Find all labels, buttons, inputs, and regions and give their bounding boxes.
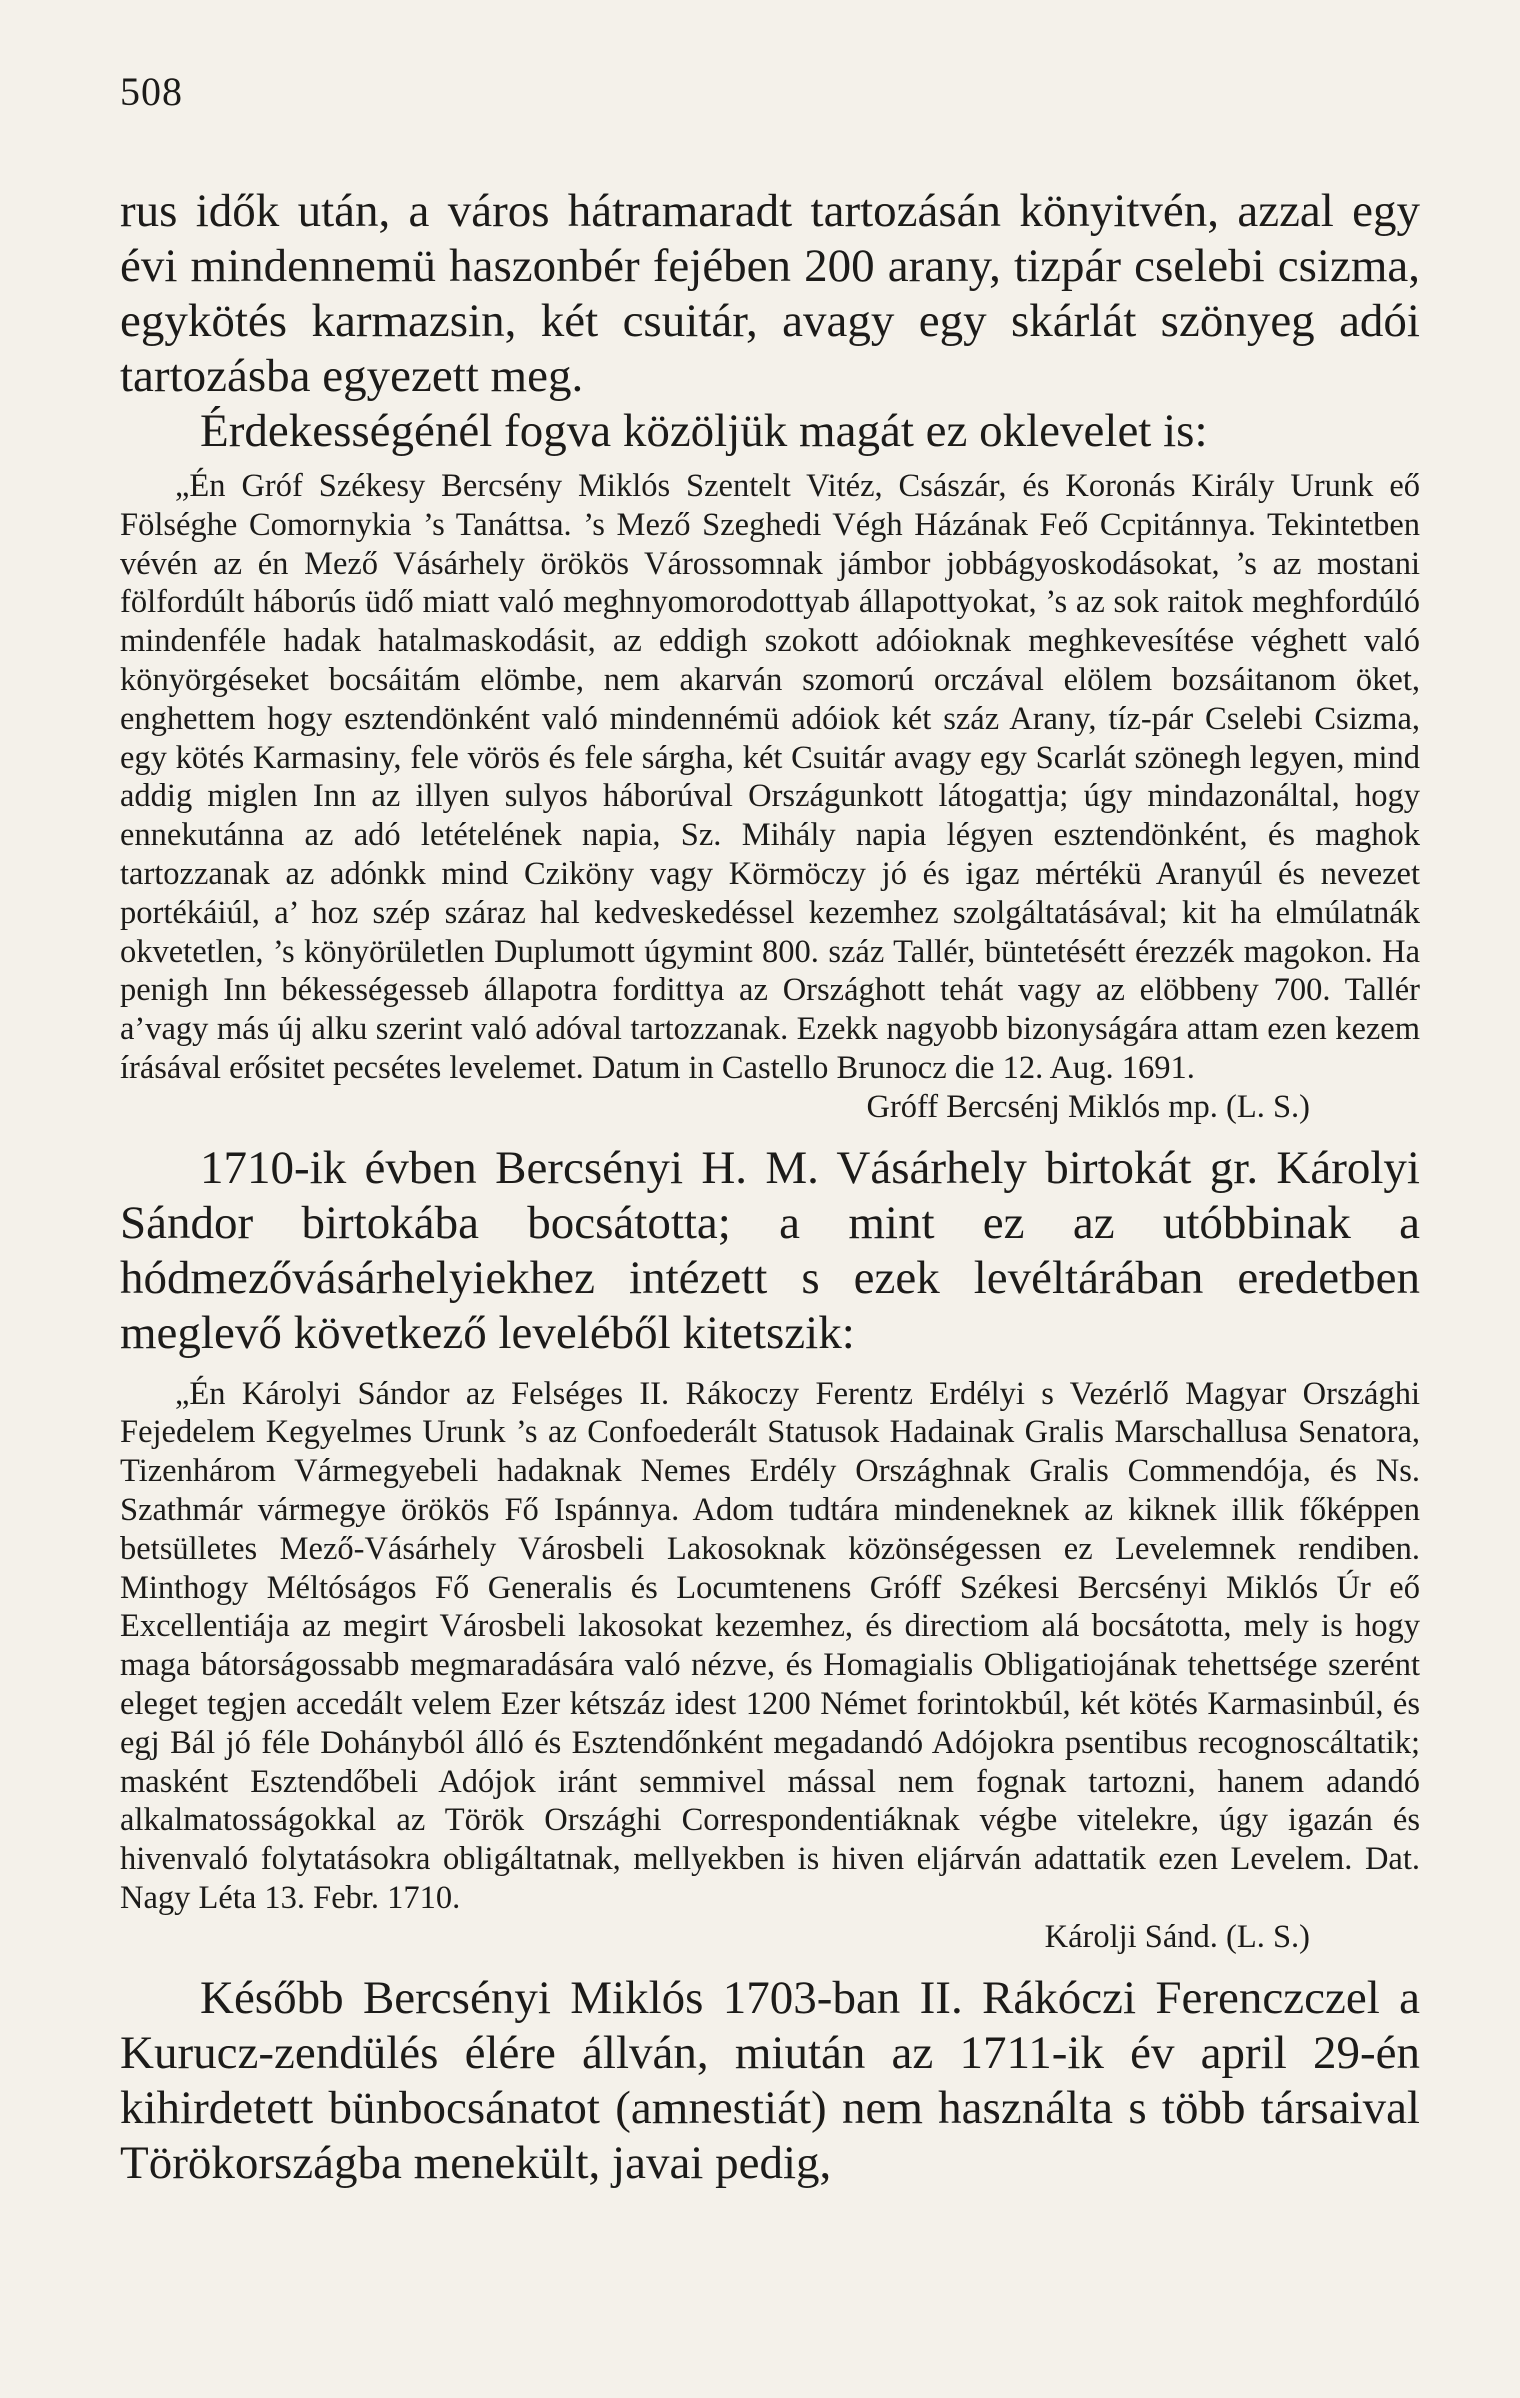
signature-karolyi: Károlji Sánd. (L. S.)	[1044, 1918, 1310, 1955]
paragraph-later-events: Később Bercsényi Miklós 1703-ban II. Rákóczi Ferenczczel a Kurucz-zendülés élére állván, miután az 1711-ik év april 29-én kihirdetett bünbocsánatot (amnestiát) nem használta s több társaival Törökországba menekült, javai pedig,	[120, 1971, 1420, 2189]
quote-karolyi-letter: „Én Károlyi Sándor az Felséges II. Rákoczy Ferentz Erdélyi s Vezérlő Magyar Országhi Fejedelem Kegyelmes Urunk ’s az Confoederált Statusok Hadainak Gralis Marschallusa Senatora, Tizenhárom Vármegyebeli hadaknak Nemes Erdély Országhnak Gralis Commendója, és Ns. Szathmár vármegye örökös Fő Ispánnya. Adom tudtára mindeneknek az kiknek illik főképpen betsülletes Mező-Vásárhely Városbeli Lakosoknak közönségessen ez Levelemnek rendiben. Minthogy Méltóságos Fő Generalis és Locumtenens Gróff Székesi Bercsényi Miklós Úr eő Excellentiája az megirt Városbeli lakosokat kezemhez, és directiom alá bocsátotta, mely is hogy maga bátorságossabb megmaradására való nézve, és Homagialis Obligatiojának tehettsége szerént eleget tegjen accedált velem Ezer kétszáz idest 1200 Német forintokbúl, két kötés Karmasinbúl, és egj Bál jó féle Dohányból álló és Esztendőnként megadandó Adójokra psentibus recognoscáltatik; masként Esztendőbeli Adójok iránt semmivel mással nem fognak tartozni, hanem adandó alkalmatosságokkal az Török Országhi Correspondentiáknak végbe vitelekre, úgy igazán és hivenvaló folytatásokra obligáltatnak, mellyekben is hiven eljárván adattatik ezen Levelem. Dat. Nagy Léta 13. Febr. 1710.	[120, 1375, 1420, 1916]
book-page	[120, 70, 1420, 2191]
signature-bercsenyi: Gróff Bercsénj Miklós mp. (L. S.)	[866, 1088, 1310, 1125]
quote-bercsenyi-charter: „Én Gróf Székesy Bercsény Miklós Szentelt Vitéz, Császár, és Koronás Király Urunk eő Fölséghe Comornykia ’s Tanáttsa. ’s Mező Szeghedi Végh Házának Feő Ccpitánnya. Tekintetben vévén az én Mező Vásárhely örökös Várossomnak jámbor jobbágyoskodásokat, ’s az mostani fölfordúlt háborús üdő miatt való meghnyomorodottyab állapottyokat, ’s az sok raitok meghfordúló mindenféle hadak hatalmaskodásit, az eddigh szokott adóioknak meghkevesítése véghett való könyörgéseket bocsáitám elömbe, nem akarván szomorú orczával elölem bozsáitanom öket, enghettem hogy esztendönként való mindennémü adóiok két száz Arany, tíz-pár Cselebi Csizma, egy kötés Karmasiny, fele vörös és fele sárgha, két Csuitár avagy egy Scarlát szönegh legyen, mind addig miglen Inn az illyen sulyos háborúval Országunkott látogattja; úgy mindazonáltal, hogy ennekutánna az adó letételének napia, Sz. Mihály napia légyen esztendönként, és maghok tartozzanak az adónkk mind Cziköny vagy Körmöczy jó és igaz mértékü Aranyúl és nevezet portékáiúl, a’ hoz szép száraz hal kedveskedéssel kezemhez szolgáltatásával; kit ha elmúlatnák okvetetlen, ’s könyörületlen Duplumott úgymint 800. száz Tallér, büntetésétt érezzék magokon. Ha penigh Inn békességesseb állapotra fordittya az Országhott tehát vagy az elöbbeny 700. Tallér a’vagy más új alku szerint való adóval tartozzanak. Ezekk nagyobb bizonyságára attam ezen kezem írásával erősitet pecsétes levelemet. Datum in Castello Brunocz die 12. Aug. 1691.	[120, 468, 1420, 1086]
page-number: 508	[120, 69, 183, 114]
paragraph-debt-settlement: rus idők után, a város hátramaradt tartozásán könyitvén, azzal egy évi mindennemü haszonbér fejében 200 arany, tizpár cselebi csizma, egykötés karmazsin, két csuitár, avagy egy skárlát szönyeg adói tartozásba egyezett meg.	[120, 185, 1420, 402]
paragraph-karolyi-transfer: 1710-ik évben Bercsényi H. M. Vásárhely birtokát gr. Károlyi Sándor birtokába bocsátotta; a mint ez az utóbbinak a hódmezővásárhelyiekhez intézett s ezek levéltárában eredetben meglevő következő leveléből kitetszik:	[120, 1141, 1420, 1359]
paragraph-charter-intro: Érdekességénél fogva közöljük magát ez oklevelet is:	[200, 405, 1208, 457]
